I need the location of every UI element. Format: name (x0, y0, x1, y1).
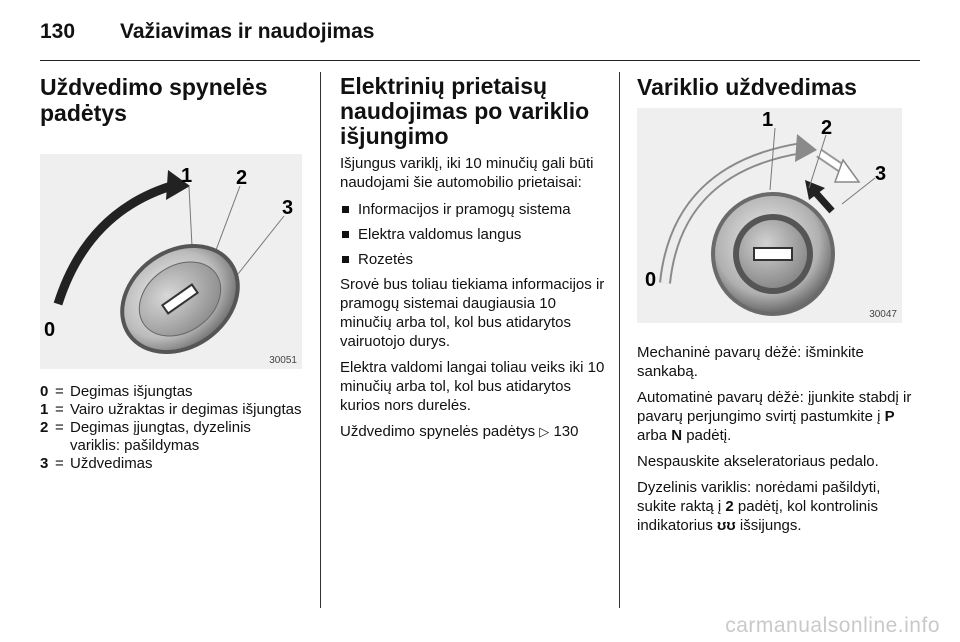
legend-eq: = (55, 455, 64, 472)
legend-text: Vairo užraktas ir degimas išjungtas (70, 401, 302, 418)
device-list (340, 200, 605, 269)
bullet-square-icon (342, 231, 349, 238)
glow-plug-icon: ʊʊ (717, 517, 736, 534)
column-engine-starting (637, 74, 917, 535)
watermark: carmanualsonline.info (725, 614, 940, 637)
legend-row (40, 419, 305, 455)
list-item-text: Elektra valdomus langus (358, 226, 522, 243)
text-run: padėtį. (686, 427, 732, 444)
figure-code: 30051 (269, 355, 297, 366)
position-label-2: 2 (821, 117, 833, 139)
position-label-0: 0 (645, 269, 657, 291)
legend-row (40, 455, 305, 473)
position-label-1: 1 (181, 165, 193, 187)
column-ignition-positions (40, 74, 305, 473)
column-divider-2 (619, 72, 620, 608)
intro-paragraph: Išjungus variklį, iki 10 minučių gali būti naudojami šie automobilio prietaisai: (340, 155, 594, 191)
page-header (40, 20, 920, 61)
infotainment-paragraph: Srovė bus toliau tiekiama informacijos ir pramogų sistemai daugiausia 10 minučių arba tol, kol bus atidarytos vairuotojo durys. (340, 276, 605, 350)
legend-eq: = (55, 383, 64, 400)
legend-row (40, 383, 305, 401)
list-item (340, 225, 605, 244)
page-number: 130 (40, 20, 76, 43)
diesel-paragraph (637, 478, 917, 535)
position-label-1: 1 (762, 109, 774, 131)
cross-reference[interactable] (340, 422, 605, 441)
position-legend (40, 383, 305, 473)
legend-eq: = (55, 401, 64, 418)
leader-line-3 (238, 216, 284, 274)
manual-gearbox-paragraph: Mechaninė pavarų dėžė: išminkite sankabą. (637, 344, 864, 380)
position-label-3: 3 (282, 197, 294, 219)
key-slot (754, 248, 792, 260)
position-2-label: 2 (725, 498, 734, 515)
accessory-power-heading: Elektrinių prietaisų naudojimas po variklio išjungimo (340, 73, 590, 149)
figure-code: 30047 (869, 309, 897, 320)
engine-starting-heading: Variklio uždvedimas (637, 74, 857, 100)
column-accessory-power (340, 74, 605, 441)
xref-arrow-icon: ▷ (539, 424, 550, 439)
legend-row (40, 401, 305, 419)
automatic-gearbox-paragraph (637, 388, 917, 445)
legend-text: Uždvedimas (70, 455, 153, 472)
text-run: Dyzelinis variklis: norėdami pašildyti, sukite raktą į (637, 479, 881, 515)
xref-page[interactable]: 130 (553, 423, 579, 440)
list-item (340, 250, 605, 269)
legend-text: Degimas įjungtas, dyzelinis variklis: pašildymas (70, 419, 251, 454)
legend-text: Degimas išjungtas (70, 383, 193, 400)
text-run: Automatinė pavarų dėžė: įjunkite stabdį ir pavarų perjungimo svirtį pastumkite į (637, 389, 912, 425)
bullet-square-icon (342, 206, 349, 213)
accelerator-paragraph: Nespauskite akseleratoriaus pedalo. (637, 453, 879, 470)
xref-text[interactable]: Uždvedimo spynelės padėtys (340, 423, 536, 440)
ignition-start-figure (637, 108, 902, 323)
legend-key: 0 (40, 383, 49, 400)
windows-paragraph: Elektra valdomi langai toliau veiks iki 10 minučių arba tol, kol bus atidarytos kurios nors durelės. (340, 359, 605, 414)
legend-key: 2 (40, 419, 49, 436)
ignition-switch-figure (40, 154, 302, 369)
text-run: arba (637, 427, 668, 444)
list-item-text: Rozetės (358, 251, 414, 268)
legend-key: 3 (40, 455, 49, 472)
position-label-2: 2 (236, 167, 248, 189)
position-label-3: 3 (875, 163, 887, 185)
ignition-start-illustration (637, 108, 902, 323)
section-title: Važiavimas ir naudojimas (120, 20, 375, 43)
gear-n-label: N (671, 427, 683, 444)
column-divider-1 (320, 72, 321, 608)
bullet-square-icon (342, 256, 349, 263)
gear-p-label: P (884, 408, 895, 425)
track-arrow-head (795, 134, 817, 162)
text-run: išsijungs. (739, 517, 802, 534)
ignition-positions-heading: Uždvedimo spynelės padėtys (40, 74, 268, 126)
legend-eq: = (55, 419, 64, 436)
list-item (340, 200, 605, 219)
list-item-text: Informacijos ir pramogų sistema (358, 201, 571, 218)
legend-key: 1 (40, 401, 49, 418)
text-run: padėtį, kol kontrolinis indikatorius (637, 498, 878, 534)
ignition-switch-illustration (40, 154, 302, 369)
position-label-0: 0 (44, 319, 56, 341)
key-turn-arrow-shaft (815, 192, 832, 211)
